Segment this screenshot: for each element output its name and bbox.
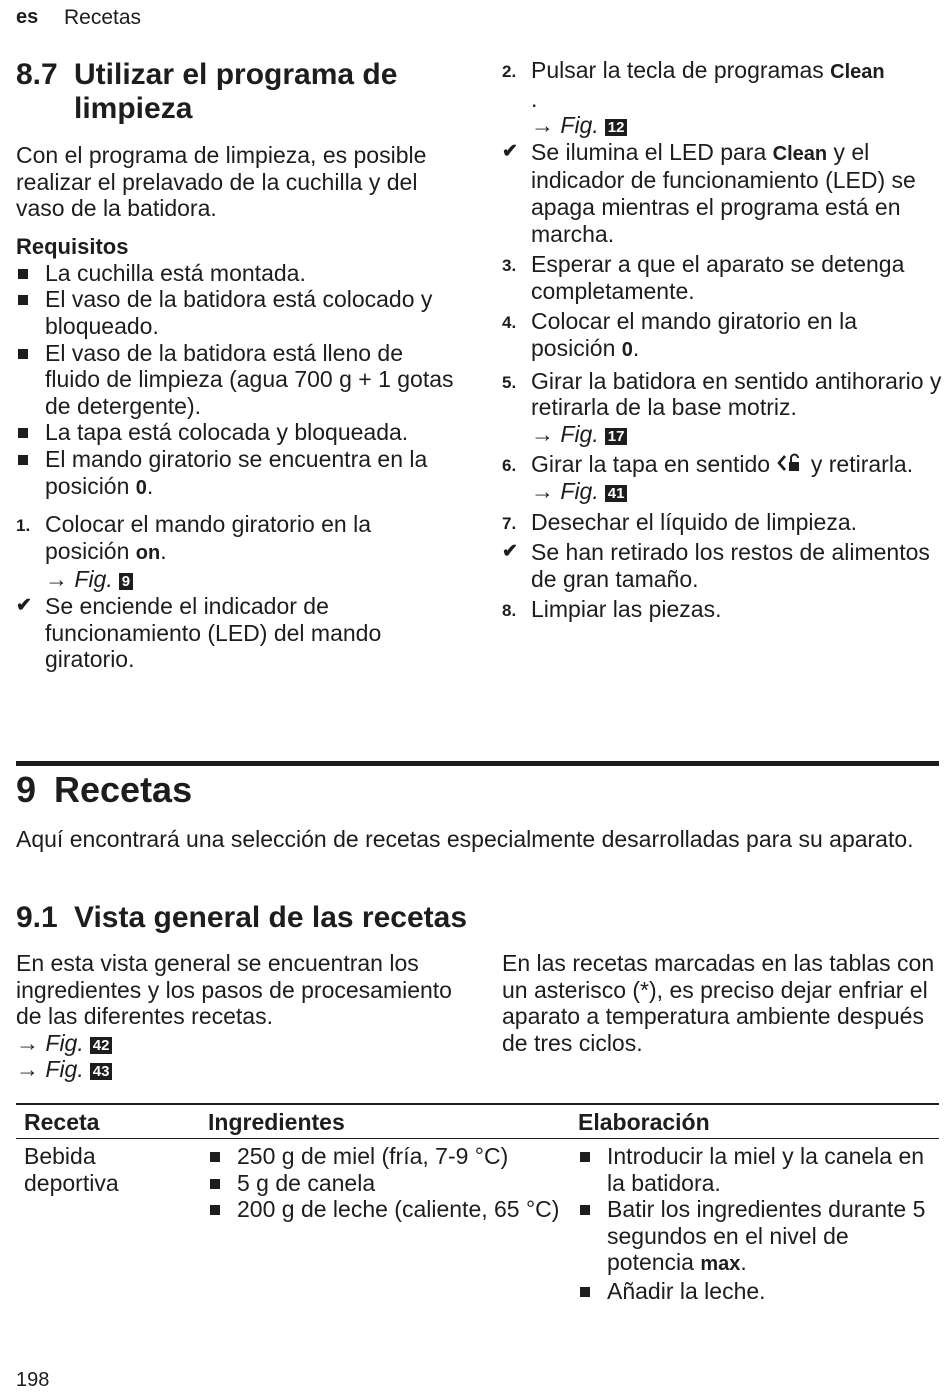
step-5: 5. Girar la batidora en sentido antihorario y retirarla de la base motriz. → Fig. 17 [502,367,942,447]
chapter-number: 9 [16,769,37,810]
position-value: 0 [135,476,147,499]
recipe-name: Bebida deportiva [24,1143,119,1196]
section-number: 9.1 [16,901,58,934]
list-item: 200 g de leche (caliente, 65 °C) [208,1196,562,1223]
chapter-intro: Aquí encontrará una selección de recetas especialmente desarrolladas para su aparato. [16,826,914,852]
section-9-1-right: En las recetas marcadas en las tablas con un asterisco (*), es preciso dejar enfriar el aparato a temperatura ambiente después de tres ciclos. [502,950,935,1056]
section-title: Vista general de las recetas [74,901,468,934]
figure-reference: → Fig. 41 [531,478,627,504]
check-icon: ✔ [502,541,518,563]
step-6: 6. Girar la tapa en sentido y retirarla. → Fig. 41 [502,451,914,504]
program-value: Clean [772,142,828,165]
step-7: 7. Desechar el líquido de limpieza. [502,508,858,535]
step-3: 3. Esperar a que el aparato se detenga completamente. [502,251,905,304]
check-icon: ✔ [502,140,518,162]
header-section: Recetas [64,6,142,29]
figure-badge: 12 [605,119,628,136]
figure-reference: → Fig. 43 [16,1056,112,1082]
chapter-heading [16,770,192,810]
section-intro: Con el programa de limpieza, es posible realizar el prelavado de la cuchilla y del vaso de la batidora. [16,142,427,222]
list-item: 250 g de miel (fría, 7-9 °C) [208,1143,562,1170]
section-9-1-left: En esta vista general se encuentran los ingredientes y los pasos de procesamiento de las diferentes recetas. → Fig. 42 → Fig. 43 [16,950,452,1083]
column-header: Receta [16,1104,200,1139]
page-number: 198 [16,1369,50,1391]
figure-badge: 41 [605,485,628,502]
figure-reference: → Fig. 17 [531,421,627,447]
list-item: Batir los ingredientes durante 5 segundos en el nivel de potencia max. [578,1196,931,1278]
figure-reference: → Fig. 42 [16,1030,112,1056]
step-8: 8. Limpiar las piezas. [502,596,722,623]
section-number: 8.7 [16,58,58,91]
unlock-rotate-icon [776,452,804,472]
program-value: Clean [830,61,885,83]
column-header: Ingredientes [200,1104,570,1139]
result-1: ✔ Se enciende el indicador de funcionamiento (LED) del mando giratorio. [16,592,382,673]
figure-reference: → Fig. 12 [531,112,627,138]
recipe-table [16,1103,939,1309]
list-item: El mando giratorio se encuentra en la posición 0. [16,446,456,501]
chapter-rule [16,761,939,766]
section-9-1-heading [16,901,467,935]
result-7: ✔ Se han retirado los restos de alimentos de gran tamaño. [502,539,930,592]
list-item: La tapa está colocada y bloqueada. [16,419,456,446]
position-value: on [135,541,161,564]
figure-reference: → Fig. 9 [45,566,133,592]
list-item: El vaso de la batidora está lleno de fluido de limpieza (agua 700 g + 1 gotas de detergente). [16,340,456,420]
table-header-row [16,1104,939,1139]
table-row [16,1139,939,1309]
preparation-cell [570,1139,939,1309]
step-1: 1. Colocar el mando giratorio en la posición on. → Fig. 9 [16,511,372,593]
ingredients-cell [200,1139,570,1309]
list-item: 5 g de canela [208,1170,562,1197]
step-2: 2. Pulsar la tecla de programas Clean . → Fig. 12 [502,57,885,139]
figure-badge: 42 [90,1037,113,1054]
list-item: La cuchilla está montada. [16,260,456,287]
column-header: Elaboración [570,1104,939,1139]
requirements-list [16,260,456,501]
header-language: es [16,6,39,28]
section-title: Utilizar el programa de limpieza [74,58,398,125]
check-icon: ✔ [16,594,32,616]
power-level-value: max [700,1253,741,1276]
chapter-title: Recetas [54,769,193,810]
step-4: 4. Colocar el mando giratorio en la posición 0. [502,308,858,361]
section-8-7-heading [16,58,456,126]
figure-badge: 17 [605,428,628,445]
result-2: ✔ Se ilumina el LED para Clean y el indicador de funcionamiento (LED) se apaga mientras el programa está en marcha. [502,138,916,247]
list-item: El vaso de la batidora está colocado y bloqueado. [16,286,456,339]
position-value: 0 [621,338,633,361]
figure-badge: 9 [119,573,133,590]
list-item: Añadir la leche. [578,1278,931,1305]
requirements-heading: Requisitos [16,233,129,259]
section-8-7-continued [502,57,942,623]
section-8-7 [16,58,456,673]
list-item: Introducir la miel y la canela en la batidora. [578,1143,931,1196]
figure-badge: 43 [90,1063,113,1080]
